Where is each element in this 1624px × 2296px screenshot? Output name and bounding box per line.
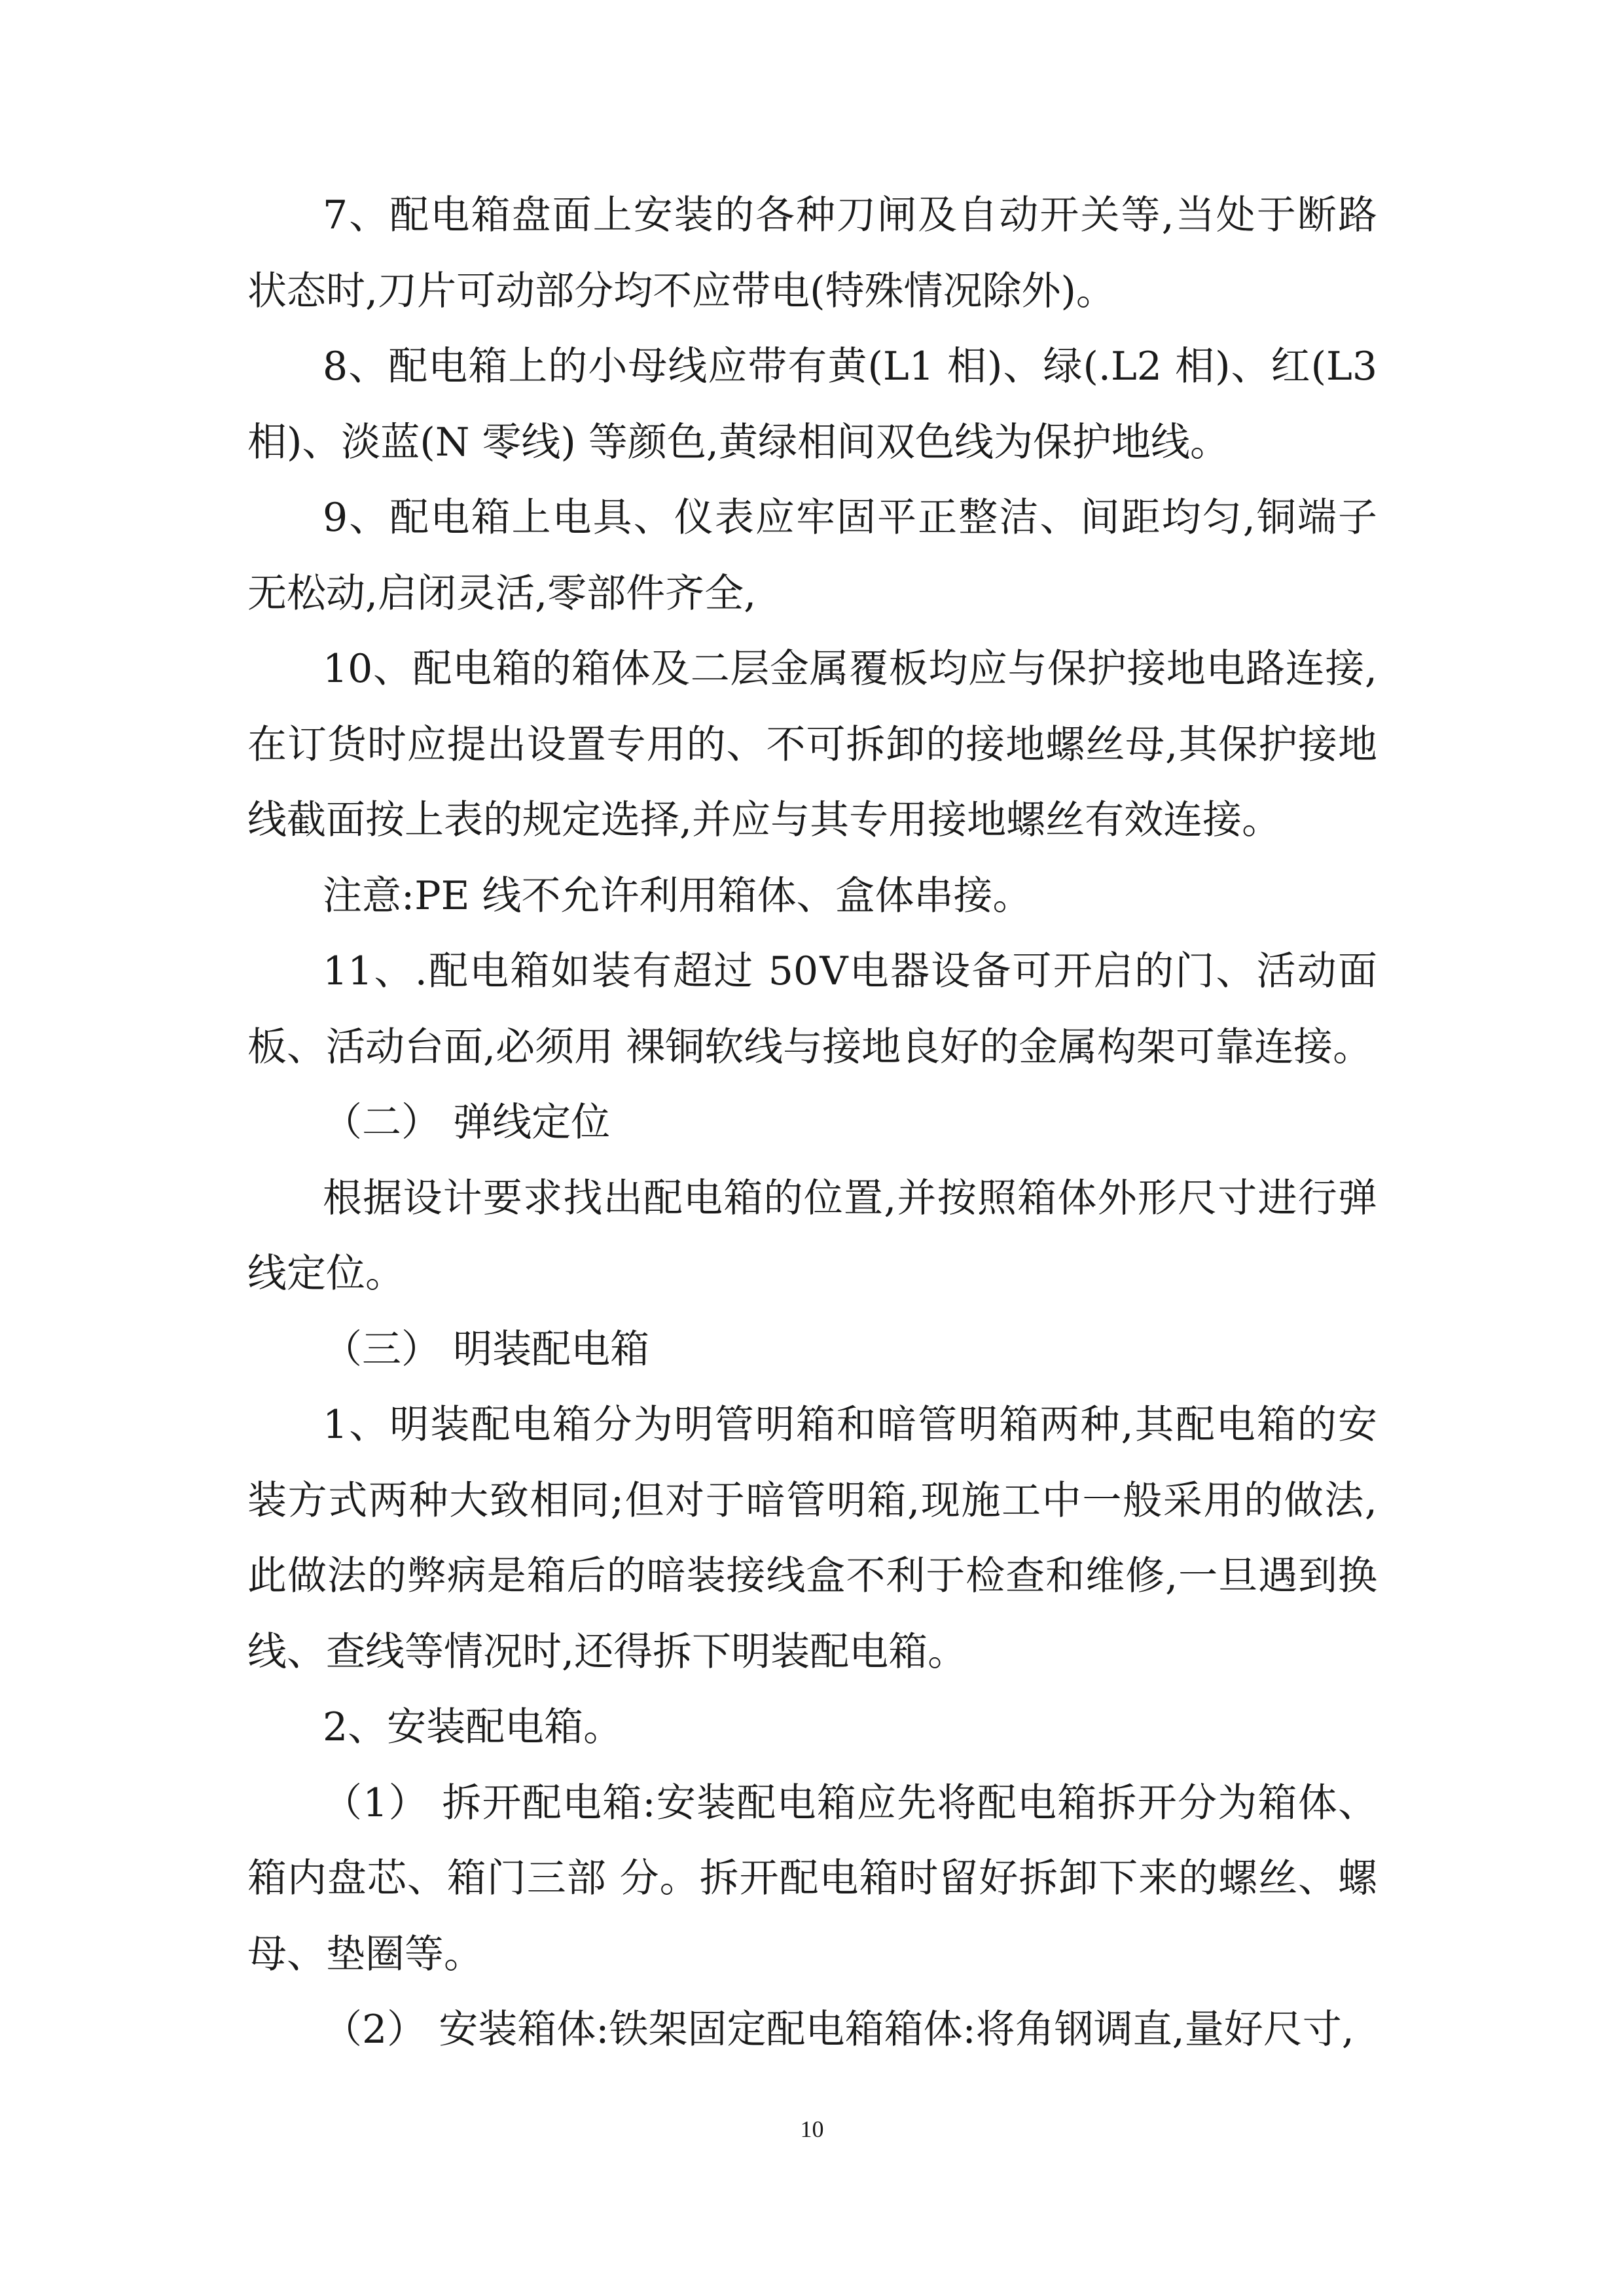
body-text (247, 178, 1377, 2068)
paragraph-item-7: 7、配电箱盘面上安装的各种刀闸及自动开关等,当处于断路状态时,刀片可动部分均不应带电(特殊情况除外)。 (247, 192, 1377, 314)
page-number: 10 (800, 2116, 824, 2142)
paragraph-positioning: 根据设计要求找出配电箱的位置,并按照箱体外形尺寸进行弹线定位。 (247, 1175, 1377, 1297)
section-heading-2: （二） 弹线定位 (323, 1100, 611, 1145)
section-heading-3: （三） 明装配电箱 (323, 1326, 650, 1372)
paragraph-substep-1: （1） 拆开配电箱:安装配电箱应先将配电箱拆开分为箱体、箱内盘芯、箱门三部 分。拆开配电箱时留好拆卸下来的螺丝、螺母、垫圈等。 (247, 1780, 1377, 1977)
note-paragraph: 注意:PE 线不允许利用箱体、盒体串接。 (323, 872, 1032, 919)
paragraph-step-1: 1、明装配电箱分为明管明箱和暗管明箱两种,其配电箱的安装方式两种大致相同;但对于暗管明箱,现施工中一般采用的做法,此做法的弊病是箱后的暗装接线盒不利于检查和维修,一旦遇到换线、查线等情况时,还得拆下明装配电箱。 (247, 1402, 1377, 1675)
paragraph-substep-2: （2） 安装箱体:铁架固定配电箱箱体:将角钢调直,量好尺寸, (323, 2007, 1354, 2053)
paragraph-item-8: 8、配电箱上的小母线应带有黄(L1 相)、绿(.L2 相)、红(L3 相)、淡蓝(N 零线) 等颜色,黄绿相间双色线为保护地线。 (247, 344, 1377, 465)
paragraph-item-9: 9、配电箱上电具、仪表应牢固平正整洁、间距均匀,铜端子无松动,启闭灵活,零部件齐全, (247, 495, 1377, 617)
paragraph-item-10: 10、配电箱的箱体及二层金属覆板均应与保护接地电路连接,在订货时应提出设置专用的、不可拆卸的接地螺丝母,其保护接地线截面按上表的规定选择,并应与其专用接地螺丝有效连接。 (247, 646, 1377, 843)
paragraph-item-11: 11、.配电箱如装有超过 50Ⅴ电器设备可开启的门、活动面板、活动台面,必须用 裸铜软线与接地良好的金属构架可靠连接。 (247, 948, 1377, 1070)
paragraph-step-2: 2、安装配电箱。 (323, 1704, 623, 1750)
